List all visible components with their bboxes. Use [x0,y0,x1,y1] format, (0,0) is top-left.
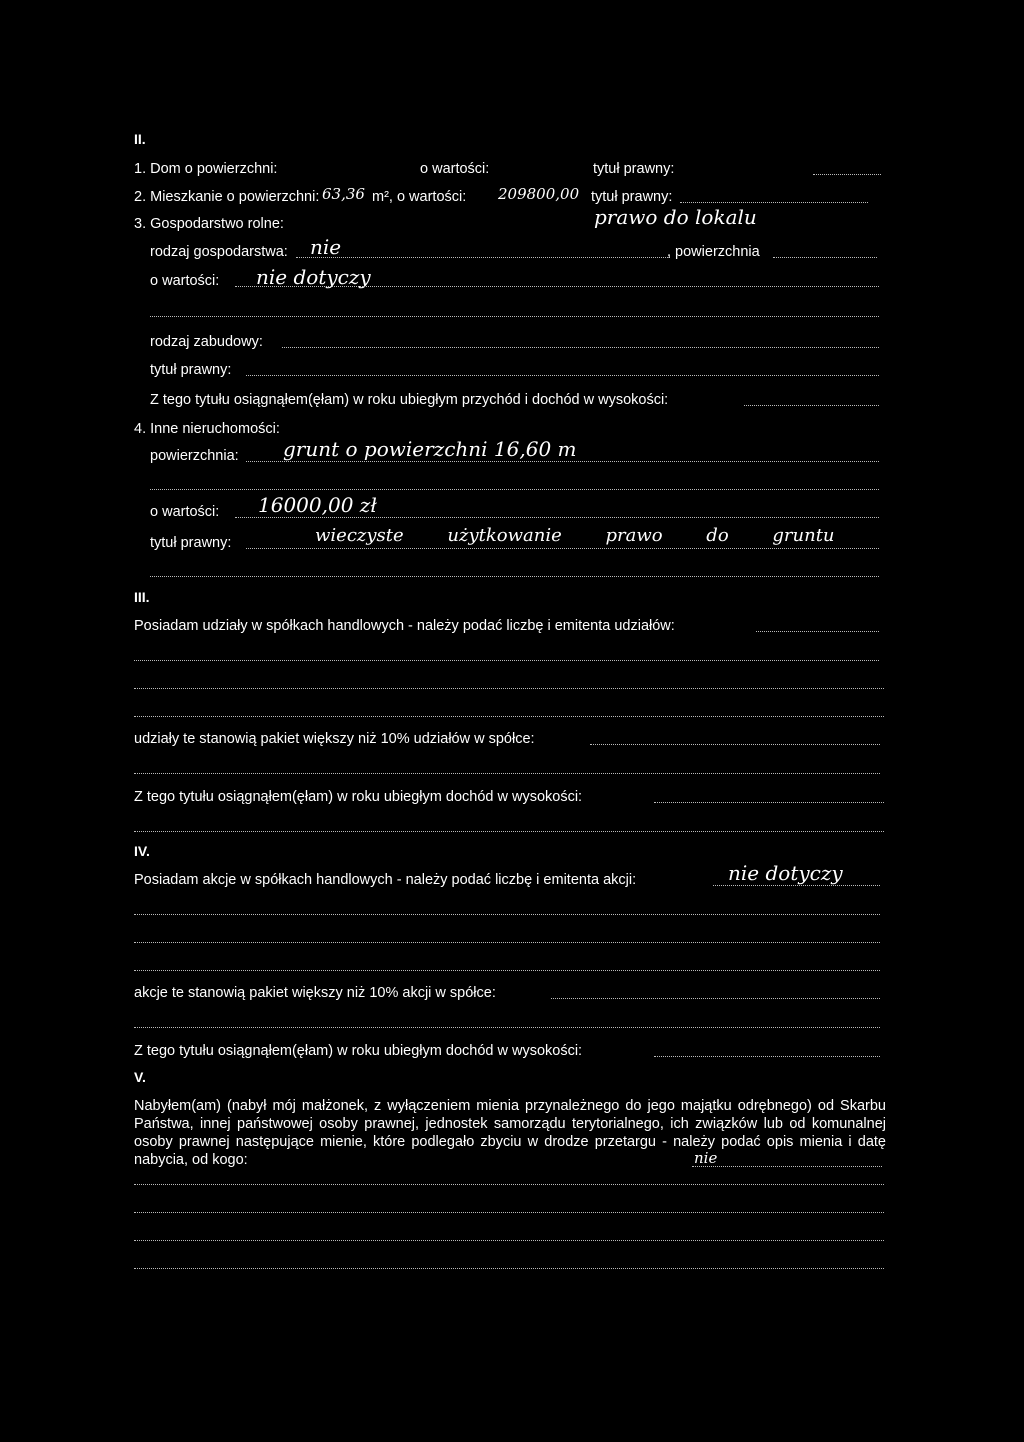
akcje-value: nie dotyczy [728,861,843,885]
rodzaj-zabudowy-dots [282,347,879,348]
inne-tytul-label: tytuł prawny: [150,535,232,551]
udzialy-pakiet-dots [590,744,880,745]
gospodarstwo-dochod-dots [744,405,879,406]
inne-wartosc-dots [235,517,879,518]
dom-powierzchnia-label: 1. Dom o powierzchni: [134,161,278,177]
akcje-label: Posiadam akcje w spółkach handlowych - należy podać liczbę i emitenta akcji: [134,872,637,888]
akcje-dochod-dots [654,1056,880,1057]
section-ii-heading: II. [134,131,146,147]
akcje-dots [713,885,880,886]
tytul-gospodarstwa-label: tytuł prawny: [150,362,232,378]
dom-tytul-label: tytuł prawny: [593,161,675,177]
blank-line-5 [134,688,884,689]
blank-line-8 [134,831,884,832]
udzialy-dochod-label: Z tego tytułu osiągnąłem(ęłam) w roku ubiegłym dochód w wysokości: [134,789,583,805]
section-v-heading: V. [134,1069,146,1085]
blank-line-2 [150,489,879,490]
blank-line-13 [134,1184,884,1185]
wartosc-gospodarstwa-value: nie dotyczy [256,265,371,289]
dom-wartosc-label: o wartości: [420,161,490,177]
akcje-dochod-label: Z tego tytułu osiągnąłem(ęłam) w roku ubiegłym dochód w wysokości: [134,1043,583,1059]
udzialy-dots [756,631,879,632]
akcje-pakiet-label: akcje te stanowią pakiet większy niż 10% akcji w spółce: [134,985,496,1001]
mieszkanie-powierzchnia-value: 63,36 [322,185,365,203]
tytul-gospodarstwa-dots [246,375,879,376]
mieszkanie-wartosc-value: 209800,00 [498,185,580,203]
blank-line-15 [134,1240,884,1241]
udzialy-dochod-dots [654,802,884,803]
inne-nieruchomosci-label: 4. Inne nieruchomości: [134,421,280,437]
inne-tytul-dots [246,548,879,549]
blank-line-4 [134,660,879,661]
rodzaj-gospodarstwa-dots [296,257,670,258]
mieszkanie-dots [680,202,868,203]
blank-line-12 [134,1027,880,1028]
inne-wartosc-value: 16000,00 zł [258,493,377,517]
blank-line-1 [150,316,879,317]
inne-powierzchnia-label: powierzchnia: [150,448,239,464]
section-iv-heading: IV. [134,843,150,859]
blank-line-10 [134,942,880,943]
dom-dots [813,174,881,175]
mieszkanie-tytul-label: tytuł prawny: [591,189,673,205]
blank-line-16 [134,1268,884,1269]
blank-line-7 [134,773,880,774]
wartosc-gospodarstwa-dots [235,286,879,287]
mieszkanie-powierzchnia-label: 2. Mieszkanie o powierzchni: [134,189,320,205]
section-iii-heading: III. [134,589,150,605]
powierzchnia-gospodarstwa-label: , powierzchnia [667,244,760,260]
wartosc-gospodarstwa-label: o wartości: [150,273,220,289]
nabycie-dots [692,1166,882,1167]
rodzaj-gospodarstwa-value: nie [310,235,342,259]
blank-line-9 [134,914,880,915]
gospodarstwo-label: 3. Gospodarstwo rolne: [134,216,284,232]
nabycie-value: nie [694,1149,718,1167]
udzialy-pakiet-label: udziały te stanowią pakiet większy niż 10% udziałów w spółce: [134,731,535,747]
rodzaj-zabudowy-label: rodzaj zabudowy: [150,334,263,350]
blank-line-14 [134,1212,884,1213]
rodzaj-gospodarstwa-label: rodzaj gospodarstwa: [150,244,288,260]
blank-line-3 [150,576,879,577]
inne-powierzchnia-dots [246,461,879,462]
inne-wartosc-label: o wartości: [150,504,220,520]
powierzchnia-gospodarstwa-dots [773,257,877,258]
akcje-pakiet-dots [551,998,880,999]
blank-line-6 [134,716,884,717]
mieszkanie-tytul-value: prawo do lokalu [594,205,757,229]
udzialy-label: Posiadam udziały w spółkach handlowych - należy podać liczbę i emitenta udziałów: [134,618,675,634]
gospodarstwo-dochod-label: Z tego tytułu osiągnąłem(ęłam) w roku ubiegłym przychód i dochód w wysokości: [150,392,669,408]
mieszkanie-wartosc-label: m², o wartości: [372,189,467,205]
inne-powierzchnia-value: grunt o powierzchni 16,60 m [283,437,577,461]
inne-tytul-value: wieczyste użytkowanie prawo do gruntu [315,525,835,546]
blank-line-11 [134,970,880,971]
nabycie-text: Nabyłem(am) (nabył mój małżonek, z wyłączeniem mienia przynależnego do jego majątku odrębnego) od Skarbu Państwa, innej państwowej osoby prawnej, jednostek samorządu terytorialnego, ich związków lub od komunalnej osoby prawnej następujące mienie, które podlegało zbyciu w drodze przetargu - należy podać opis mienia i datę nabycia, od kogo: [134,1098,886,1168]
